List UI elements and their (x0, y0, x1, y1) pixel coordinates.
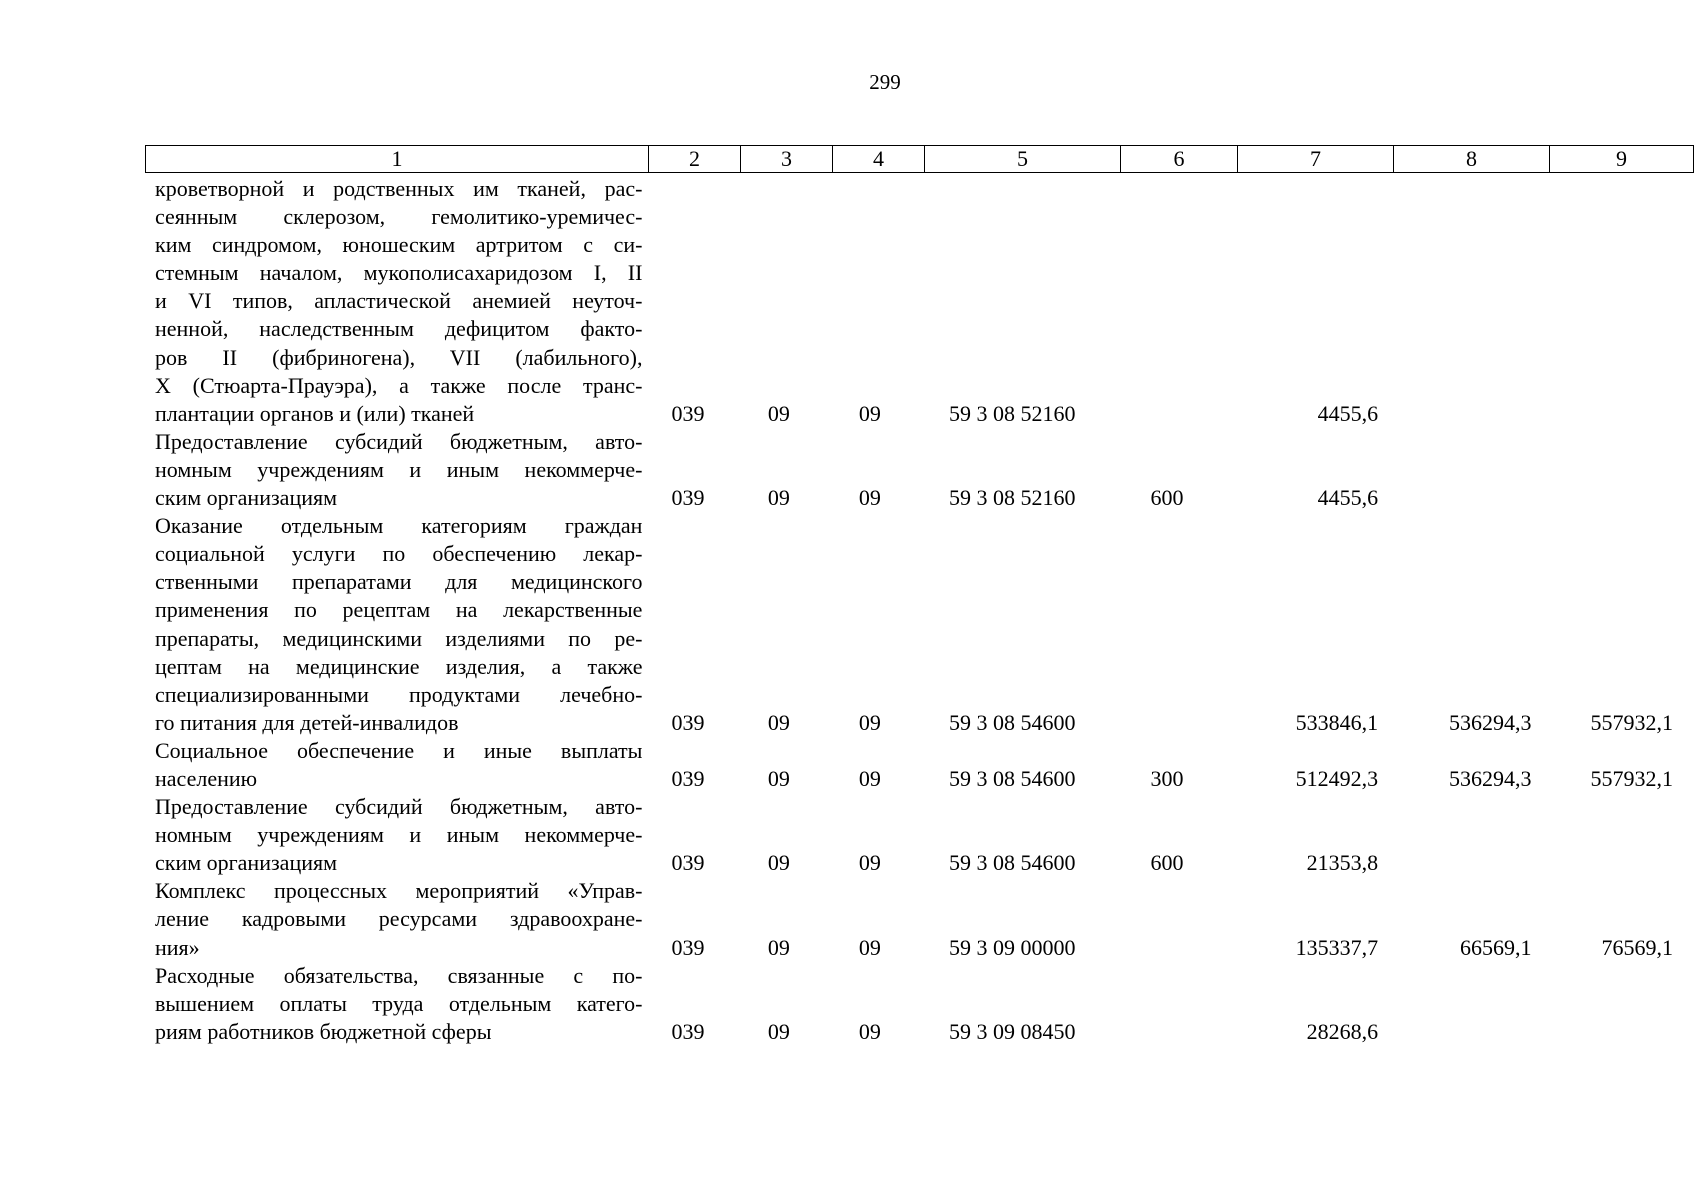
cell-column-7: 4455,6 (1317, 485, 1379, 511)
description-line: цептам на медицинские изделия, а также (155, 653, 643, 679)
description-line: риям работников бюджетной сферы (155, 1018, 492, 1044)
cell-column-3: 09 (767, 709, 790, 735)
description-line: кроветворной и родственных им тканей, рас- (155, 176, 643, 201)
description-line: Расходные обязательства, связанные с по- (155, 962, 643, 988)
cell-column-4: 09 (858, 1018, 881, 1044)
description-line: Предоставление субсидий бюджетным, авто- (155, 794, 643, 820)
cell-column-6: 600 (1150, 485, 1184, 511)
cell-column-7: 135337,7 (1295, 934, 1379, 960)
cell-column-2: 039 (671, 400, 705, 426)
cell-column-3: 09 (767, 765, 790, 791)
description-line: и VI типов, апластической анемией неуточ- (155, 288, 643, 314)
table-row (145, 877, 1685, 961)
cell-column-6: 300 (1150, 765, 1184, 791)
row-description (145, 962, 642, 1046)
cell-column-7: 28268,6 (1306, 1018, 1379, 1044)
row-description (145, 428, 642, 512)
column-header-2: 2 (649, 146, 741, 173)
row-description (145, 512, 642, 737)
cell-column-4: 09 (858, 765, 881, 791)
description-line: применения по рецептам на лекарственные (155, 597, 643, 623)
column-header-7: 7 (1238, 146, 1394, 173)
description-line: Социальное обеспечение и иные выплаты (155, 737, 643, 763)
description-line: плантации органов и (или) тканей (155, 400, 475, 426)
cell-column-2: 039 (671, 850, 705, 876)
description-line: препараты, медицинскими изделиями по ре- (155, 625, 643, 651)
description-line: социальной услуги по обеспечению лекар- (155, 541, 643, 567)
table-row (145, 962, 1685, 1046)
cell-column-4: 09 (858, 400, 881, 426)
cell-column-3: 09 (767, 850, 790, 876)
cell-column-6: 600 (1150, 850, 1184, 876)
cell-column-2: 039 (671, 765, 705, 791)
description-line: ров II (фибриногена), VII (лабильного), (155, 344, 643, 370)
cell-column-8: 66569,1 (1459, 934, 1532, 960)
table-row (145, 428, 1685, 512)
description-line: ненной, наследственным дефицитом факто- (155, 316, 643, 342)
cell-column-9: 557932,1 (1590, 765, 1674, 791)
cell-column-7: 512492,3 (1295, 765, 1379, 791)
column-header-table (145, 145, 1694, 173)
description-line: ление кадровыми ресурсами здравоохране- (155, 906, 643, 932)
cell-column-2: 039 (671, 934, 705, 960)
cell-column-2: 039 (671, 1018, 705, 1044)
cell-column-7: 21353,8 (1306, 850, 1379, 876)
row-description (145, 793, 642, 877)
column-header-9: 9 (1550, 146, 1694, 173)
cell-column-5: 59 3 08 54600 (949, 850, 1076, 876)
cell-column-4: 09 (858, 485, 881, 511)
cell-column-4: 09 (858, 709, 881, 735)
description-line: Оказание отдельным категориям граждан (155, 513, 643, 539)
description-line: Предоставление субсидий бюджетным, авто- (155, 428, 643, 454)
cell-column-2: 039 (671, 485, 705, 511)
cell-column-3: 09 (767, 934, 790, 960)
description-line: стемным началом, мукополисахаридозом I, II (155, 260, 643, 286)
cell-column-5: 59 3 08 52160 (949, 485, 1076, 511)
description-line: специализированными продуктами лечебно- (155, 681, 643, 707)
row-description (145, 877, 642, 961)
description-line: ния» (155, 934, 200, 960)
cell-column-3: 09 (767, 485, 790, 511)
page-number: 299 (869, 70, 901, 94)
description-line: X (Стюарта-Прауэра), а также после транс- (155, 372, 643, 398)
cell-column-3: 09 (767, 400, 790, 426)
table-body (145, 175, 1685, 1046)
column-header-4: 4 (833, 146, 925, 173)
cell-column-4: 09 (858, 934, 881, 960)
table-row (145, 737, 1685, 793)
description-line: ским организациям (155, 485, 338, 511)
cell-column-5: 59 3 08 54600 (949, 765, 1076, 791)
column-header-row (146, 146, 1694, 173)
table-row (145, 512, 1685, 737)
cell-column-9: 557932,1 (1590, 709, 1674, 735)
column-header-6: 6 (1121, 146, 1238, 173)
description-line: ственными препаратами для медицинского (155, 569, 643, 595)
cell-column-7: 4455,6 (1317, 400, 1379, 426)
description-line: го питания для детей-инвалидов (155, 709, 459, 735)
description-line: ским организациям (155, 850, 338, 876)
column-header-8: 8 (1394, 146, 1550, 173)
cell-column-5: 59 3 09 08450 (949, 1018, 1076, 1044)
cell-column-4: 09 (858, 850, 881, 876)
description-line: номным учреждениям и иным некоммерче- (155, 456, 643, 482)
cell-column-8: 536294,3 (1448, 709, 1532, 735)
column-header-1: 1 (146, 146, 649, 173)
description-line: населению (155, 765, 258, 791)
cell-column-3: 09 (767, 1018, 790, 1044)
cell-column-5: 59 3 09 00000 (949, 934, 1076, 960)
description-line: ким синдромом, юношеским артритом с си- (155, 232, 643, 258)
row-description (145, 737, 642, 793)
cell-column-5: 59 3 08 54600 (949, 709, 1076, 735)
cell-column-2: 039 (671, 709, 705, 735)
column-header-3: 3 (741, 146, 833, 173)
row-description (145, 175, 642, 428)
description-line: вышением оплаты труда отдельным катего- (155, 990, 643, 1016)
column-header-5: 5 (925, 146, 1121, 173)
description-line: Комплекс процессных мероприятий «Управ- (155, 878, 643, 904)
cell-column-8: 536294,3 (1448, 765, 1532, 791)
cell-column-5: 59 3 08 52160 (949, 400, 1076, 426)
cell-column-7: 533846,1 (1295, 709, 1379, 735)
cell-column-9: 76569,1 (1601, 934, 1674, 960)
table-row (145, 175, 1685, 428)
description-line: сеянным склерозом, гемолитико-уремичес- (155, 204, 643, 230)
description-line: номным учреждениям и иным некоммерче- (155, 822, 643, 848)
table-row (145, 793, 1685, 877)
